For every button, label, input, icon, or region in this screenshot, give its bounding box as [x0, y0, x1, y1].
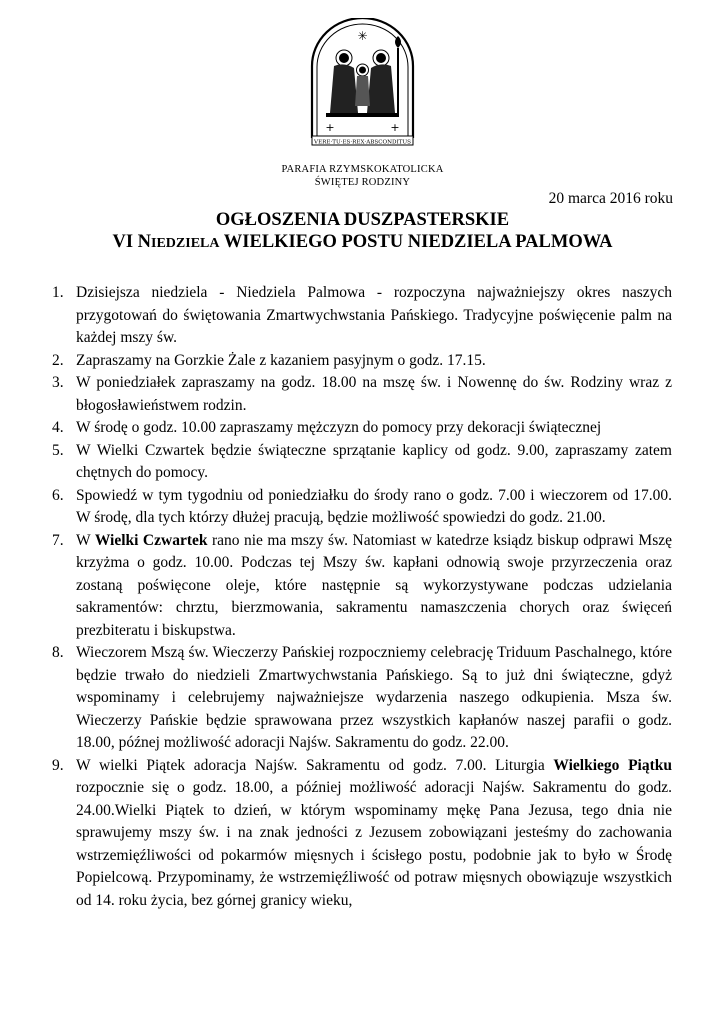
- logo-motto: VERE·TU·ES·REX·ABSCONDITUS: [314, 139, 411, 146]
- parish-logo: [302, 18, 423, 148]
- announcement-item: 9. W wielki Piątek adoracja Najśw. Sakramentu od godz. 7.00. Liturgia Wielkiego Piątku rozpocznie się o godz. 18.00, a później możliwość adoracji Najśw. Sakramentu do godz. 24.00.Wielki Piątek to dzień, w którym wspominamy mękę Pana Jezusa, tego dnia nie sprawujemy mszy św. i na znak jedności z Jezusem zobowiązani jesteśmy do zachowania wstrzemięźliwości od pokarmów mięsnych i ścisłego postu, podobnie jak to było w Środę Popielcową. Przypominamy, że wstrzemięźliwość od potraw mięsnych obowiązuje wszystkich od 14. roku życia, bez górnej granicy wieku,: [52, 756, 672, 909]
- svg-text:✳: ✳: [357, 29, 368, 43]
- page-title: OGŁOSZENIA DUSZPASTERSKIE: [215, 210, 510, 230]
- document-date: 20 marca 2016 roku: [548, 190, 673, 207]
- announcement-list: [52, 282, 673, 912]
- announcement-item: 8. Wieczorem Mszą św. Wieczerzy Pańskiej rozpoczniemy celebrację Triduum Paschalnego, które będzie trwało do niedzieli Zmartwychwstania Pańskiego. Są to już dni świąteczne, gdyż wspominamy i celebrujemy najważniejsze wydarzenia naszego odkupienia. Msza św. Wieczerzy Pańskie będzie sprawowana przez wszystkich kapłanów naszej parafii o godz. 18.00, późnej możliwość adoracji Najśw. Sakramentu do godz. 22.00.: [52, 644, 672, 751]
- announcement-item: 5. W Wielki Czwartek będzie świąteczne sprzątanie kaplicy od godz. 9.00, zapraszamy zatem chętnych do pomocy.: [52, 441, 672, 481]
- page-subtitle: VI NIEDZIELA WIELKIEGO POSTU NIEDZIELA PALMOWA: [112, 232, 613, 252]
- announcement-item: 4. W środę o godz. 10.00 zapraszamy mężczyzn do pomocy przy dekoracji świątecznej: [52, 419, 602, 436]
- announcement-item: 7. W Wielki Czwartek rano nie ma mszy św. Natomiast w katedrze ksiądz biskup odprawi Mszę krzyżma o godz. 10.00. Podczas tej Mszy św. kapłani odnowią swoje przyrzeczenia oraz zostaną poświęcone oleje, które następnie są wykorzystywane podczas udzielania sakramentów: chrztu, bierzmowania, sakramentu namaszczenia chorych oraz święceń prezbiteratu i biskupstwa.: [52, 531, 673, 639]
- announcement-item: 1. Dzisiejsza niedziela - Niedziela Palmowa - rozpoczyna najważniejszy okres naszych przygotowań do świętowania Zmartwychwstania Pańskiego. Tradycyjne poświęcenie palm na każdej mszy św.: [52, 284, 672, 346]
- parish-name-line2: ŚWIĘTEJ RODZINY: [314, 177, 411, 188]
- parish-name-line1: PARAFIA RZYMSKOKATOLICKA: [281, 164, 444, 175]
- announcement-item: 6. Spowiedź w tym tygodniu od poniedziałku do środy rano o godz. 7.00 i wieczorem od 17.00. W środę, dla tych którzy dłużej pracują, będzie możliwość spowiedzi do godz. 21.00.: [52, 486, 672, 526]
- announcement-item: 2. Zapraszamy na Gorzkie Żale z kazaniem pasyjnym o godz. 17.15.: [52, 351, 486, 369]
- svg-text:+: +: [325, 121, 335, 134]
- svg-text:+: +: [390, 121, 400, 134]
- announcement-item: 3. W poniedziałek zapraszamy na godz. 18.00 na mszę św. i Nowennę do św. Rodziny wraz z błogosławieństwem rodzin.: [52, 374, 672, 414]
